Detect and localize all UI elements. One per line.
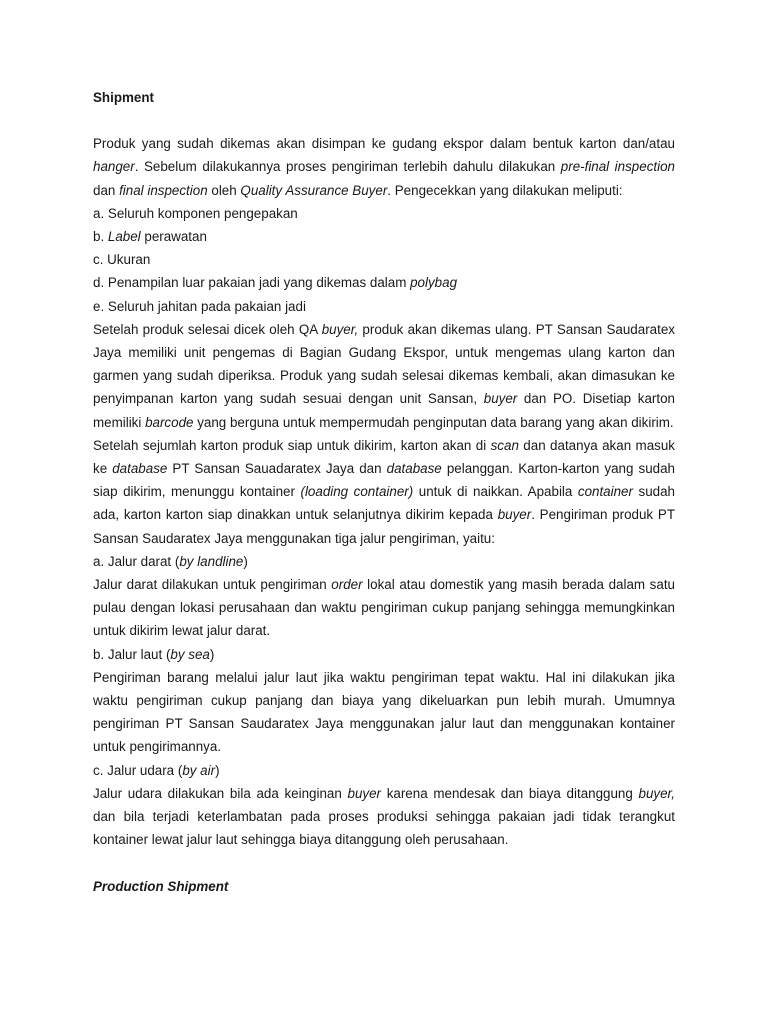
text-run: Jalur udara dilakukan bila ada keinginan	[93, 785, 348, 801]
text-run: Pengiriman barang melalui jalur laut jika waktu pengiriman tepat waktu. Hal ini dilakukan jika waktu pengiriman cukup panjang dan biaya yang dikeluarkan pun lebih murah. Umumnya pengiriman PT Sansan Saudaratex Jaya menggunakan jalur laut dan menggunakan kontainer untuk pengirimannya.	[93, 669, 675, 755]
italic-term: pre-final inspection	[560, 159, 675, 175]
text-run: sudah ada, karton karton siap dinakkan untuk selanjutnya dikirim kepada	[93, 484, 675, 523]
italic-term: database	[386, 461, 442, 477]
text-run: karena mendesak dan biaya ditanggung	[381, 785, 639, 801]
italic-term: barcode	[145, 414, 194, 430]
text-run: e. Seluruh jahitan pada pakaian jadi	[93, 298, 306, 314]
italic-term: Label	[107, 229, 141, 245]
route-a-title	[93, 550, 675, 573]
text-run: untuk di naikkan. Apabila	[413, 484, 578, 500]
document-body	[93, 86, 675, 921]
italic-term: hanger	[93, 159, 135, 175]
text-run: PT Sansan Sauadaratex Jaya dan	[167, 461, 387, 477]
italic-term: buyer	[497, 507, 532, 523]
text-run: dan PO. Disetiap karton memiliki	[93, 391, 675, 430]
text-run: . Pengiriman produk PT Sansan Saudaratex Jaya menggunakan tiga jalur pengiriman, yaitu:	[93, 507, 675, 546]
route-c-paragraph	[93, 782, 675, 852]
text-run: a. Jalur darat (	[93, 553, 180, 569]
text-run: dan bila terjadi keterlambatan pada proses produksi sehingga pakaian jadi tidak terangkut kontainer lewat jalur laut sehingga biaya ditanggung oleh perusahaan.	[93, 809, 675, 848]
italic-term: by sea	[170, 646, 210, 662]
inspection-item-e	[93, 295, 675, 318]
route-b-paragraph	[93, 666, 675, 759]
italic-term: Quality Assurance Buyer	[240, 182, 388, 198]
italic-term: database	[112, 461, 168, 477]
inspection-item-b	[93, 225, 675, 248]
route-b-title	[93, 643, 675, 666]
text-run: b.	[93, 229, 108, 245]
text-run: c. Jalur udara (	[93, 762, 183, 778]
italic-term: polybag	[410, 275, 458, 291]
route-c-title	[93, 759, 675, 782]
text-run: produk akan dikemas ulang. PT Sansan Saudaratex Jaya memiliki unit pengemas di Bagian Gudang Ekspor, untuk mengemas ulang karton dan garmen yang sudah diperiksa. Produk yang sudah selesai dikemas kembali, akan dimasukan ke penyimpanan karton yang sudah sesuai dengan unit Sansan,	[93, 321, 675, 407]
text-run: . Sebelum dilakukannya proses pengiriman terlebih dahulu dilakukan	[134, 159, 561, 175]
italic-term: buyer,	[638, 785, 675, 801]
italic-term: scan	[490, 437, 519, 453]
text-run: Produk yang sudah dikemas akan disimpan ke gudang ekspor dalam bentuk karton dan/atau	[93, 136, 675, 152]
text-run: d. Penampilan luar pakaian jadi yang dikemas dalam	[93, 275, 411, 291]
text-run: )	[209, 646, 215, 662]
intro-paragraph	[93, 132, 675, 202]
text-run: oleh	[207, 182, 241, 198]
shipment-content	[93, 132, 675, 851]
text-run: a. Seluruh komponen pengepakan	[93, 205, 298, 221]
text-run: dan datanya akan masuk ke	[93, 437, 675, 477]
italic-term: by landline	[179, 553, 244, 569]
inspection-item-a	[93, 202, 675, 225]
inspection-item-d	[93, 271, 675, 294]
italic-term: final inspection	[119, 182, 208, 198]
text-run: Setelah produk selesai dicek oleh QA	[93, 321, 322, 337]
text-run: . Pengecekkan yang dilakukan meliputi:	[387, 182, 623, 198]
text-run: dan	[93, 182, 120, 198]
section-heading-shipment: Shipment	[93, 90, 155, 105]
italic-term: container	[577, 484, 633, 500]
text-run: c. Ukuran	[93, 252, 151, 268]
italic-term: (loading container)	[300, 484, 414, 500]
italic-term: by air	[182, 762, 216, 778]
italic-term: buyer	[347, 785, 382, 801]
italic-term: order	[331, 577, 363, 593]
italic-term: buyer,	[321, 321, 359, 337]
text-run: )	[243, 553, 248, 569]
text-run: Setelah sejumlah karton produk siap untuk dikirim, karton akan di	[93, 437, 491, 453]
text-run: )	[215, 762, 220, 778]
inspection-item-c	[93, 248, 675, 271]
text-run: Jalur darat dilakukan untuk pengiriman	[93, 577, 332, 593]
text-run: perawatan	[140, 229, 207, 245]
repacking-paragraph	[93, 318, 675, 434]
route-a-paragraph	[93, 573, 675, 643]
loading-paragraph	[93, 434, 675, 550]
italic-term: buyer	[483, 391, 518, 407]
text-run: lokal atau domestik yang masih berada dalam satu pulau dengan lokasi perusahaan dan waktu pengiriman cukup panjang sehingga memungkinkan untuk dikirim lewat jalur darat.	[93, 577, 675, 639]
text-run: yang berguna untuk mempermudah penginputan data barang yang akan dikirim.	[193, 414, 674, 430]
section-heading-production-shipment: Production Shipment	[93, 878, 229, 894]
text-run: b. Jalur laut (	[93, 646, 171, 662]
text-run: pelanggan. Karton-karton yang sudah siap dikirim, menunggu kontainer	[93, 461, 675, 500]
